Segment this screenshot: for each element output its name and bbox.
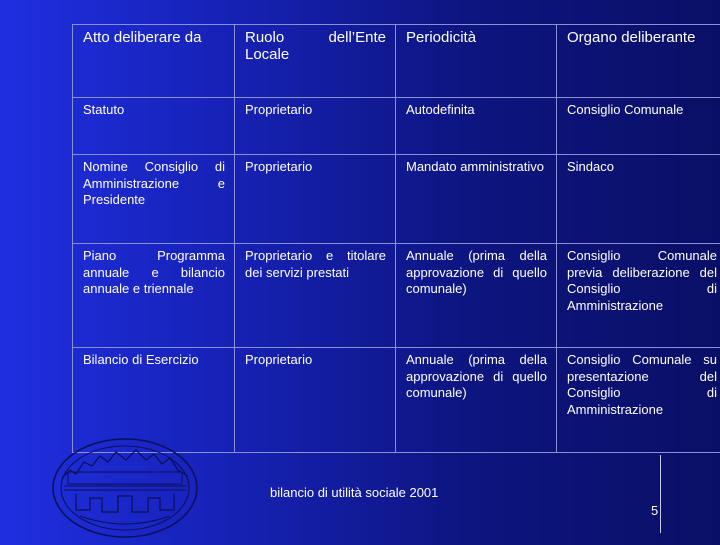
municipal-seal-logo-icon <box>50 436 200 540</box>
page-number: 5 <box>651 503 658 518</box>
header-cell: Organo deliberante <box>557 25 720 98</box>
table-cell: Piano Programma annuale e bilancio annuale e triennale <box>73 244 235 348</box>
table-cell: Statuto <box>73 98 235 155</box>
header-cell: Atto deliberare da <box>73 25 235 98</box>
table-row <box>73 98 720 155</box>
table-cell: Proprietario <box>235 155 396 244</box>
header-cell: Ruolo dell’Ente Locale <box>235 25 396 98</box>
table-cell: Nomine Consiglio di Amministrazione e Presidente <box>73 155 235 244</box>
table-cell: Bilancio di Esercizio <box>73 348 235 453</box>
table-cell: Annuale (prima della approvazione di quello comunale) <box>396 348 557 453</box>
table-cell: Annuale (prima della approvazione di quello comunale) <box>396 244 557 348</box>
table-row <box>73 244 720 348</box>
table-cell: Autodefinita <box>396 98 557 155</box>
page-divider <box>660 455 661 533</box>
table-cell: Proprietario <box>235 98 396 155</box>
table-cell: Sindaco <box>557 155 720 244</box>
governance-table <box>72 24 720 453</box>
header-cell: Periodicità <box>396 25 557 98</box>
table-cell: Consiglio Comunale previa deliberazione del Consiglio di Amministrazione <box>557 244 720 348</box>
table-cell: Mandato amministrativo <box>396 155 557 244</box>
table-cell: Consiglio Comunale su presentazione del Consiglio di Amministrazione <box>557 348 720 453</box>
table-row <box>73 155 720 244</box>
table-cell: Proprietario e titolare dei servizi prestati <box>235 244 396 348</box>
footer-caption: bilancio di utilità sociale 2001 <box>270 485 438 500</box>
table-cell: Consiglio Comunale <box>557 98 720 155</box>
table-cell: Proprietario <box>235 348 396 453</box>
table-header-row <box>73 25 720 98</box>
